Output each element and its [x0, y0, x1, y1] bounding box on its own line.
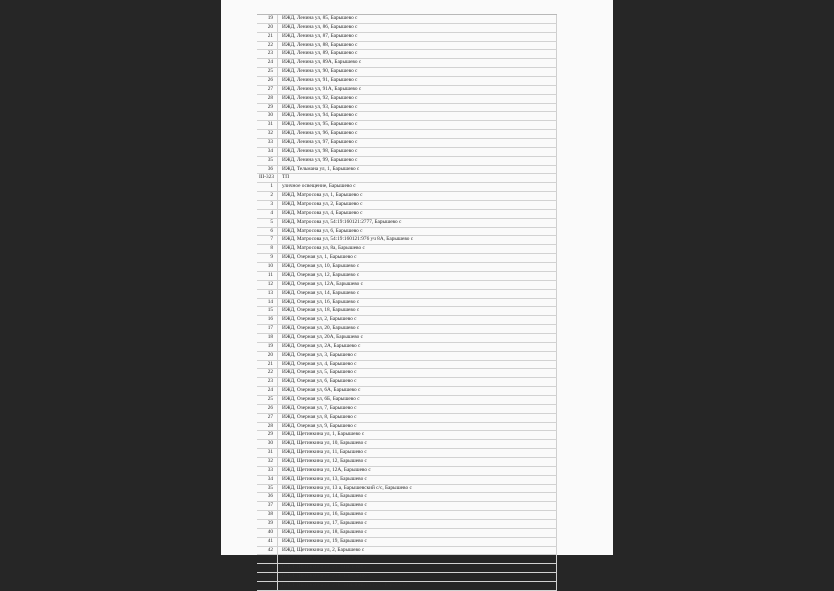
row-address: ИЖД, Ленина ул, 88, Барышево с	[278, 42, 557, 50]
table-row	[257, 369, 557, 378]
row-number: 2	[257, 192, 278, 200]
row-address: ИЖД, Ленина ул, 96, Барышево с	[278, 130, 557, 138]
table-row	[257, 254, 557, 263]
table-row	[257, 325, 557, 334]
row-address: ИЖД, Ленина ул, 89А, Барышево с	[278, 59, 557, 67]
table-row	[257, 538, 557, 547]
table-row	[257, 59, 557, 68]
table-row	[257, 414, 557, 423]
table-row	[257, 50, 557, 59]
table-row	[257, 582, 557, 591]
table-row	[257, 192, 557, 201]
row-address: ИЖД, Щетинкина ул, 18, Барышево с	[278, 529, 557, 537]
table-row	[257, 148, 557, 157]
row-number: 7	[257, 236, 278, 244]
row-address: ИЖД, Ленина ул, 91А, Барышево с	[278, 86, 557, 94]
table-row	[257, 86, 557, 95]
row-number: 35	[257, 157, 278, 165]
document-page	[221, 0, 613, 588]
row-number: 23	[257, 50, 278, 58]
table-row	[257, 547, 557, 556]
row-number: 31	[257, 449, 278, 457]
row-address: ИЖД, Щетинкина ул, 21, Барышево с	[278, 564, 557, 572]
row-number: 8	[257, 245, 278, 253]
row-address: ИЖД, Ленина ул, 90, Барышево с	[278, 68, 557, 76]
row-number: 24	[257, 387, 278, 395]
table-row	[257, 573, 557, 582]
row-address: ИЖД, Ленина ул, 98, Барышево с	[278, 148, 557, 156]
row-address: ИЖД, Щетинкина ул, 1, Барышево с	[278, 431, 557, 439]
table-row	[257, 121, 557, 130]
row-number: 19	[257, 343, 278, 351]
table-row	[257, 361, 557, 370]
row-address: ИЖД, Ленина ул, 97, Барышево с	[278, 139, 557, 147]
row-number: 25	[257, 68, 278, 76]
row-address: ИЖД, Щетинкина ул, 12А, Барышево с	[278, 467, 557, 475]
row-address: ИЖД, Щетинкина ул, 13, Барышево с	[278, 476, 557, 484]
table-row	[257, 431, 557, 440]
row-number: 32	[257, 458, 278, 466]
row-address: ИЖД, Озерная ул, 1, Барышево с	[278, 254, 557, 262]
row-address: ИЖД, Озерная ул, 20А, Барышево с	[278, 334, 557, 342]
row-address: ИЖД, Озерная ул, 3, Барышево с	[278, 352, 557, 360]
table-row	[257, 529, 557, 538]
table-row	[257, 520, 557, 529]
table-row	[257, 15, 557, 24]
row-number: 5	[257, 219, 278, 227]
table-row	[257, 245, 557, 254]
row-number: 22	[257, 369, 278, 377]
table-row	[257, 68, 557, 77]
row-address: ИЖД, Ленина ул, 85, Барышево с	[278, 15, 557, 23]
row-number: 34	[257, 476, 278, 484]
row-number: 28	[257, 423, 278, 431]
row-address: ИЖД, Щетинкина ул, 21Б, Барышевский с/с, Барышево с	[278, 582, 557, 590]
row-number: 29	[257, 104, 278, 112]
table-row	[257, 502, 557, 511]
table-row	[257, 263, 557, 272]
table-row	[257, 183, 557, 192]
row-address: ИЖД, Щетинкина ул, 13 а, Барышевский с/с, Барышево с	[278, 485, 557, 493]
table-row	[257, 378, 557, 387]
table-row	[257, 485, 557, 494]
row-address: ИЖД, Озерная ул, 10, Барышево с	[278, 263, 557, 271]
row-number: 11	[257, 272, 278, 280]
row-address: ИЖД, Озерная ул, 6А, Барышево с	[278, 387, 557, 395]
row-number: 31	[257, 121, 278, 129]
row-address: ИЖД, Озерная ул, 12А, Барышево с	[278, 281, 557, 289]
row-address: ИЖД, Матросова ул, 1, Барышево с	[278, 192, 557, 200]
row-number: 42	[257, 547, 278, 555]
table-row	[257, 290, 557, 299]
row-address: ИЖД, Щетинкина ул, 12, Барышево с	[278, 458, 557, 466]
row-number: 13	[257, 290, 278, 298]
row-address: ИЖД, Озерная ул, 16, Барышево с	[278, 299, 557, 307]
table-row	[257, 493, 557, 502]
row-address: ИЖД, Щетинкина ул, 14, Барышево с	[278, 493, 557, 501]
table-group-row	[257, 174, 557, 183]
table-row	[257, 77, 557, 86]
table-row	[257, 219, 557, 228]
row-number: 12	[257, 281, 278, 289]
table-row	[257, 166, 557, 175]
row-number: 24	[257, 59, 278, 67]
row-number: 26	[257, 405, 278, 413]
table-row	[257, 210, 557, 219]
row-address: ИЖД, Матросова ул, 54:19:160121:2777, Барышево с	[278, 219, 557, 227]
table-row	[257, 423, 557, 432]
table-row	[257, 33, 557, 42]
row-address: ИЖД, Озерная ул, 2А, Барышево с	[278, 343, 557, 351]
table-row	[257, 352, 557, 361]
row-number: 21	[257, 33, 278, 41]
row-number: 30	[257, 440, 278, 448]
table-row	[257, 272, 557, 281]
row-address: ИЖД, Ленина ул, 92, Барышево с	[278, 95, 557, 103]
table-row	[257, 201, 557, 210]
table-row	[257, 396, 557, 405]
address-table	[257, 14, 557, 591]
row-number: 23	[257, 378, 278, 386]
table-row	[257, 24, 557, 33]
table-row	[257, 281, 557, 290]
row-address: ИЖД, Щетинкина ул, 11, Барышево с	[278, 449, 557, 457]
row-address: ИЖД, Ленина ул, 99, Барышево с	[278, 157, 557, 165]
row-number: 9	[257, 254, 278, 262]
row-number: 4	[257, 210, 278, 218]
row-address: ИЖД, Щетинкина ул, 17, Барышево с	[278, 520, 557, 528]
row-number: 33	[257, 139, 278, 147]
row-address: ИЖД, Озерная ул, 6, Барышево с	[278, 378, 557, 386]
row-number: 38	[257, 511, 278, 519]
table-row	[257, 42, 557, 51]
table-row	[257, 104, 557, 113]
row-address: уличное освещение, Барышево с	[278, 183, 557, 191]
row-address: ТП	[278, 174, 557, 182]
row-address: ИЖД, Матросова ул, 8а, Барышево с	[278, 245, 557, 253]
row-address: ИЖД, Озерная ул, 2, Барышево с	[278, 316, 557, 324]
row-number: 32	[257, 130, 278, 138]
row-number: 16	[257, 316, 278, 324]
table-row	[257, 467, 557, 476]
row-address: ИЖД, Щетинкина ул, 2, Барышево с	[278, 547, 557, 555]
row-number: 44	[257, 564, 278, 572]
row-number: 6	[257, 228, 278, 236]
row-address: ИЖД, Ленина ул, 86, Барышево с	[278, 24, 557, 32]
row-address: ИЖД, Озерная ул, 9, Барышево с	[278, 423, 557, 431]
row-number: 1	[257, 183, 278, 191]
row-address: ИЖД, Ленина ул, 93, Барышево с	[278, 104, 557, 112]
table-row	[257, 307, 557, 316]
row-address: ИЖД, Щетинкина ул, 21А, Барышево с	[278, 573, 557, 581]
row-address: ИЖД, Озерная ул, 4, Барышево с	[278, 361, 557, 369]
row-address: ИЖД, Ленина ул, 94, Барышево с	[278, 112, 557, 120]
row-address: ИЖД, Щетинкина ул, 15, Барышево с	[278, 502, 557, 510]
row-number: 3	[257, 201, 278, 209]
row-number: 35	[257, 485, 278, 493]
table-row	[257, 139, 557, 148]
table-row	[257, 387, 557, 396]
row-number: 43	[257, 555, 278, 563]
row-number: 33	[257, 467, 278, 475]
row-address: ИЖД, Ленина ул, 87, Барышево с	[278, 33, 557, 41]
row-address: ИЖД, Озерная ул, 8, Барышево с	[278, 414, 557, 422]
row-address: ИЖД, Озерная ул, 12, Барышево с	[278, 272, 557, 280]
row-number: 45	[257, 573, 278, 581]
row-number: 21	[257, 361, 278, 369]
row-address: ИЖД, Озерная ул, 20, Барышево с	[278, 325, 557, 333]
table-row	[257, 228, 557, 237]
table-row	[257, 564, 557, 573]
row-address: ИЖД, Щетинкина ул, 10, Барышево с	[278, 440, 557, 448]
row-address: ИЖД, Матросова ул, 4, Барышево с	[278, 210, 557, 218]
table-row	[257, 449, 557, 458]
table-row	[257, 157, 557, 166]
row-number: 34	[257, 148, 278, 156]
row-address: ИЖД, Тельмана ул, 1, Барышево с	[278, 166, 557, 174]
row-address: ИЖД, Щетинкина ул, 20, Барышево с	[278, 555, 557, 563]
row-address: ИЖД, Ленина ул, 89, Барышево с	[278, 50, 557, 58]
row-address: ИЖД, Озерная ул, 5, Барышево с	[278, 369, 557, 377]
row-address: ИЖД, Озерная ул, 7, Барышево с	[278, 405, 557, 413]
row-number: 46	[257, 582, 278, 590]
table-row	[257, 405, 557, 414]
row-number: 15	[257, 307, 278, 315]
table-row	[257, 440, 557, 449]
row-number: 17	[257, 325, 278, 333]
table-row	[257, 95, 557, 104]
row-address: ИЖД, Матросова ул, 6, Барышево с	[278, 228, 557, 236]
row-address: ИЖД, Озерная ул, 18, Барышево с	[278, 307, 557, 315]
table-row	[257, 343, 557, 352]
row-number: 14	[257, 299, 278, 307]
row-address: ИЖД, Ленина ул, 95, Барышево с	[278, 121, 557, 129]
row-number: 18	[257, 334, 278, 342]
table-row	[257, 458, 557, 467]
table-row	[257, 555, 557, 564]
row-address: ИЖД, Матросова ул, 2, Барышево с	[278, 201, 557, 209]
row-address: ИЖД, Озерная ул, 6Б, Барышево с	[278, 396, 557, 404]
row-number: 40	[257, 529, 278, 537]
row-number: 26	[257, 77, 278, 85]
row-number: 39	[257, 520, 278, 528]
row-number: 29	[257, 431, 278, 439]
row-number: 41	[257, 538, 278, 546]
row-number: 10	[257, 263, 278, 271]
row-address: ИЖД, Щетинкина ул, 19, Барышево с	[278, 538, 557, 546]
row-number: 37	[257, 502, 278, 510]
row-address: ИЖД, Озерная ул, 14, Барышево с	[278, 290, 557, 298]
row-number: 36	[257, 166, 278, 174]
table-row	[257, 236, 557, 245]
row-address: ИЖД, Щетинкина ул, 16, Барышево с	[278, 511, 557, 519]
row-number: 20	[257, 352, 278, 360]
row-number: 30	[257, 112, 278, 120]
row-address: ИЖД, Матросова ул, 54:19:160121:976 уч 8А, Барышево с	[278, 236, 557, 244]
row-address: ИЖД, Ленина ул, 91, Барышево с	[278, 77, 557, 85]
row-number: 36	[257, 493, 278, 501]
table-row	[257, 476, 557, 485]
table-row	[257, 511, 557, 520]
row-number: 20	[257, 24, 278, 32]
table-row	[257, 112, 557, 121]
row-number: 27	[257, 414, 278, 422]
row-number: 19	[257, 15, 278, 23]
row-number: 28	[257, 95, 278, 103]
row-number: 27	[257, 86, 278, 94]
row-number: 25	[257, 396, 278, 404]
table-row	[257, 316, 557, 325]
row-number: 22	[257, 42, 278, 50]
table-row	[257, 334, 557, 343]
table-row	[257, 130, 557, 139]
table-row	[257, 299, 557, 308]
row-number: III-323	[257, 174, 278, 182]
